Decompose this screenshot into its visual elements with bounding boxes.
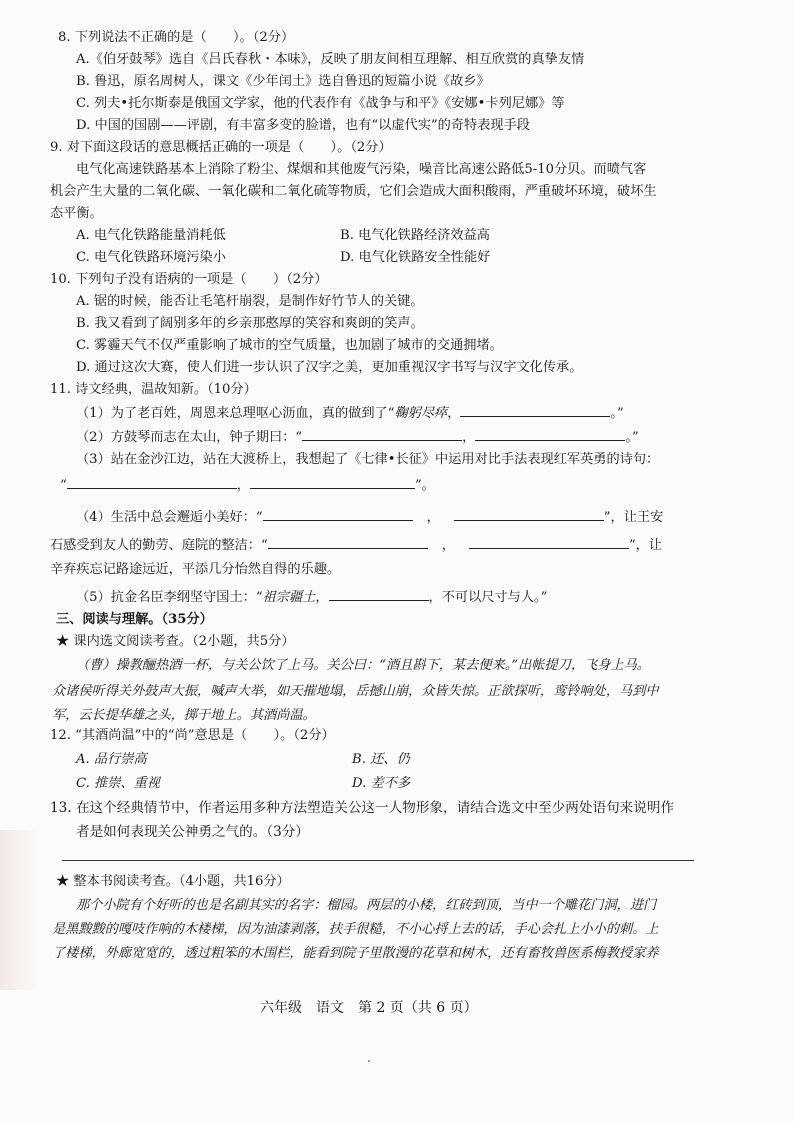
q11-item-2: （2）方鼓琴而志在太山，钟子期曰：“ ， 。” (76, 430, 639, 445)
scan-speck (368, 1060, 370, 1062)
q11-item-4-line-3: 辛弃疾忘记路途远近，平添几分怡然自得的乐趣。 (50, 562, 341, 577)
q10-option-d: D. 通过这次大赛，使人们进一步认识了汉字之美，更加重视汉字书写与汉字文化传承。 (76, 360, 583, 375)
q9-option-c: C. 电气化铁路环境污染小 (76, 250, 226, 265)
q10-option-b: B. 我又看到了阔别多年的乡亲那憨厚的笑容和爽朗的笑声。 (76, 316, 424, 331)
q12-option-d: D. 差不多 (352, 776, 411, 791)
q13-stem-line-1: 13. 在这个经典情节中，作者运用多种方法塑造关公这一人物形象，请结合选文中至少两处语句来说明作 (50, 800, 675, 816)
q9-passage-line-1: 电气化高速铁路基本上消除了粉尘、煤烟和其他废气污染，噪音比高速公路低5-10分贝。而喷气客 (76, 162, 647, 177)
q9-passage-line-2: 机会产生大量的二氧化碳、一氧化碳和二氧化硫等物质，它们会造成大面积酸雨，严重破坏环境，破坏生 (50, 184, 657, 199)
q12-option-c: C. 推崇、重视 (76, 776, 160, 791)
q9-stem: 9. 对下面这段话的意思概括正确的一项是（ ）。（2分） (50, 140, 392, 155)
scan-edge-tint (0, 830, 40, 990)
answer-blank[interactable] (250, 476, 415, 489)
q11-item-3-answer: “ ， ”。 (60, 478, 435, 493)
answer-blank[interactable] (329, 588, 429, 601)
q11-item-4: （4）生活中总会邂逅小美好：“ ， ”，让王安 (76, 510, 664, 525)
answer-blank[interactable] (67, 476, 237, 489)
reading-passage-line: （曹）操教酾热酒一杯，与关公饮了上马。关公曰：“酒且斟下，某去便来。”出帐提刀，飞身上马。 (76, 658, 650, 673)
answer-blank[interactable] (469, 536, 629, 549)
q13-stem-line-2: 者是如何表现关公神勇之气的。（3分） (76, 824, 309, 840)
subsection-heading: ★ 整本书阅读考查。（4小题，共16分） (56, 874, 290, 889)
q11-stem: 11. 诗文经典，温故知新。（10分） (50, 382, 257, 397)
q10-option-c: C. 雾霾天气不仅严重影响了城市的空气质量，也加剧了城市的交通拥堵。 (76, 338, 503, 353)
book-passage-line: 那个小院有个好听的也是名副其实的名字：榴园。两层的小楼，红砖到顶，当中一个雕花门洞，进门 (76, 898, 657, 913)
section-heading: 三、阅读与理解。（35分） (56, 612, 213, 627)
q9-option-d: D. 电气化铁路安全性能好 (340, 250, 491, 265)
q12-stem: 12. “其酒尚温”中的“尚”意思是（ ）。（2分） (50, 728, 335, 743)
q11-item-5: （5）抗金名臣李纲坚守国土：“祖宗疆土， ，不可以尺寸与人。” (76, 590, 548, 605)
q10-stem: 10. 下列句子没有语病的一项是（ ）（2分） (50, 272, 328, 287)
answer-blank[interactable] (268, 536, 428, 549)
q8-option-a: A.《伯牙鼓琴》选自《吕氏春秋・本味》，反映了朋友间相互理解、相互欣赏的真挚友情 (76, 52, 585, 67)
q9-option-a: A. 电气化铁路能量消耗低 (76, 228, 226, 243)
q12-option-a: A. 品行崇高 (76, 752, 147, 767)
q11-item-5-quote: 祖宗疆土 (262, 590, 316, 605)
q8-option-c: C. 列夫•托尔斯泰是俄国文学家，他的代表作有《战争与和平》《安娜•卡列尼娜》等 (76, 96, 565, 111)
answer-blank[interactable] (475, 428, 625, 441)
answer-blank[interactable] (302, 428, 462, 441)
answer-blank[interactable] (454, 508, 604, 521)
q8-option-b: B. 鲁迅，原名周树人，课文《少年闰土》选自鲁迅的短篇小说《故乡》 (76, 74, 490, 89)
answer-blank[interactable] (263, 508, 413, 521)
book-passage-line: 是黑黢黢的嘎吱作响的木楼梯，因为油漆剥落，扶手很糙，不小心捋上去的话，手心会扎上小小的刺。上 (52, 922, 659, 937)
q12-option-b: B. 还、仍 (352, 752, 410, 767)
answer-blank[interactable] (460, 404, 610, 417)
reading-passage-line: 众诸侯听得关外鼓声大振，喊声大举，如天摧地塌，岳撼山崩，众皆失惊。正欲探听，鸾铃响处，马到中 (52, 684, 659, 699)
q11-item-4-line-2: 石感受到友人的勤劳、庭院的整洁：“ ， ”，让 (50, 538, 663, 553)
q8-option-d: D. 中国的国剧——评剧，有丰富多变的脸谱，也有“以虚代实”的奇特表现手段 (76, 118, 530, 133)
book-passage-line: 了楼梯，外廊宽宽的，透过粗笨的木围栏，能看到院子里散漫的花草和树木，还有畜牧兽医系梅教授家养 (52, 946, 659, 961)
q11-item-1: （1）为了老百姓，周恩来总理呕心沥血，真的做到了“鞠躬尽瘁， 。” (76, 406, 624, 421)
subsection-heading: ★ 课内选文阅读考查。（2小题，共5分） (56, 634, 295, 649)
reading-passage-line: 军，云长提华雄之头，掷于地上。其酒尚温。 (52, 708, 316, 723)
q13-answer-line[interactable] (62, 860, 694, 861)
q8-stem: 8. 下列说法不正确的是（ ）。（2分） (58, 30, 295, 45)
q9-option-b: B. 电气化铁路经济效益高 (340, 228, 490, 243)
q10-option-a: A. 锯的时候，能否让毛笔杆崩裂，是制作好竹节人的关键。 (76, 294, 424, 309)
q11-item-1-quote: 鞠躬尽瘁 (394, 406, 448, 421)
q9-passage-line-3: 态平衡。 (50, 206, 103, 221)
page-footer: 六年级 语文 第 2 页（共 6 页） (260, 1000, 478, 1016)
q11-item-3: （3）站在金沙江边，站在大渡桥上，我想起了《七律•长征》中运用对比手法表现红军英勇的诗句： (76, 452, 660, 467)
